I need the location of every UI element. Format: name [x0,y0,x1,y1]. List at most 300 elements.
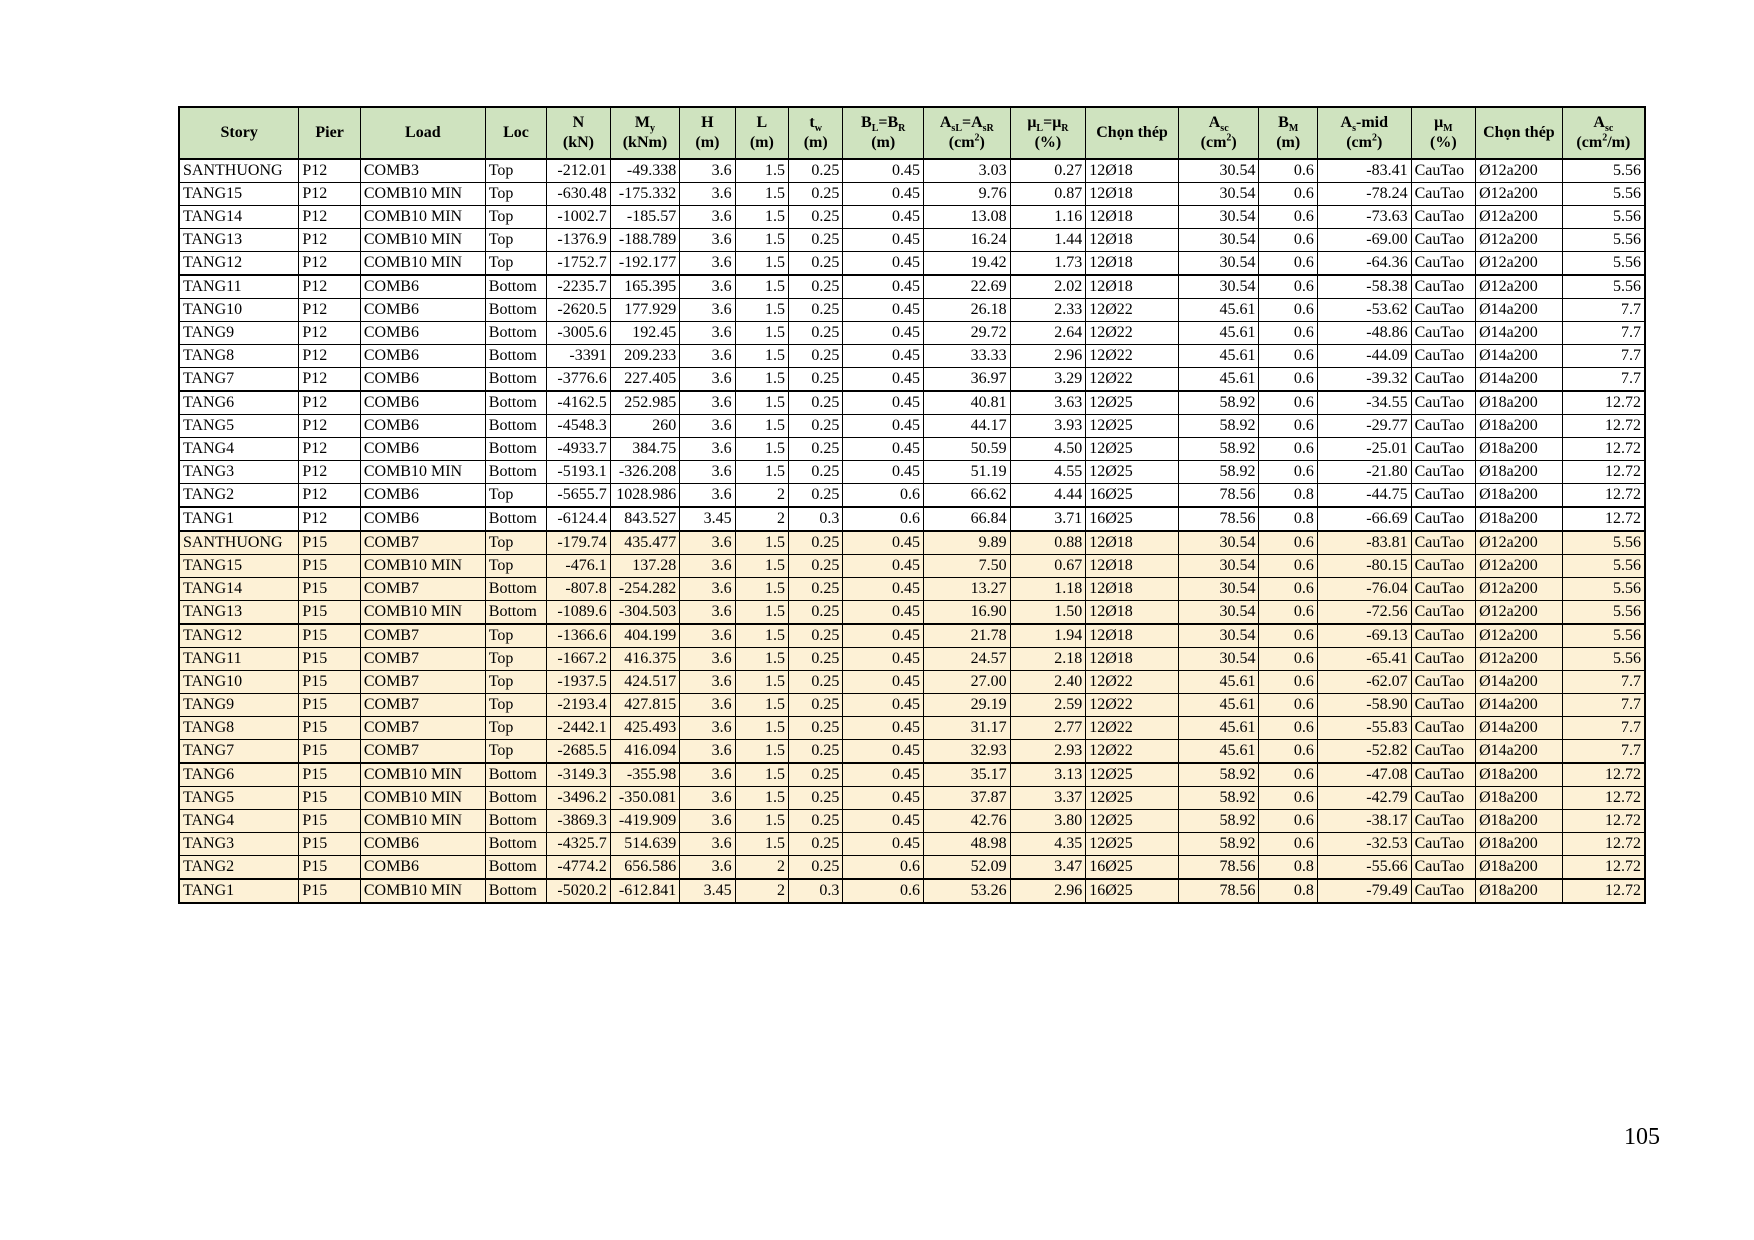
table-cell: -25.01 [1317,438,1411,461]
table-cell: 1.5 [735,159,788,183]
table-cell: 0.6 [1259,368,1317,392]
table-cell: 0.6 [1259,159,1317,183]
table-cell: 45.61 [1178,368,1259,392]
table-cell: 0.45 [843,299,924,322]
table-cell: 192.45 [610,322,680,345]
table-cell: 12Ø25 [1086,415,1179,438]
table-cell: Top [485,252,546,276]
table-row [179,345,1645,368]
col-mul-mur: $\mu_L=\mu_R$ (%) [1010,107,1086,159]
table-cell: P12 [299,438,360,461]
table-cell: 0.6 [843,856,924,880]
table-cell: 3.6 [680,322,735,345]
table-cell: Bottom [485,461,546,484]
table-cell: COMB7 [360,531,485,555]
table-cell: COMB7 [360,624,485,648]
table-cell: Ø12a200 [1476,648,1563,671]
table-cell: 12Ø18 [1086,601,1179,625]
table-cell: 12Ø18 [1086,624,1179,648]
table-cell: 0.6 [1259,624,1317,648]
table-cell: CauTao [1411,322,1475,345]
table-cell: 12Ø22 [1086,671,1179,694]
table-cell: 1.5 [735,206,788,229]
table-cell: -304.503 [610,601,680,625]
table-cell: 12.72 [1562,484,1645,508]
table-cell: 1.5 [735,345,788,368]
table-cell: 3.6 [680,578,735,601]
table-cell: 1.44 [1010,229,1086,252]
table-cell: 19.42 [924,252,1011,276]
table-cell: Ø12a200 [1476,531,1563,555]
table-cell: -6124.4 [547,507,610,531]
table-cell: 0.6 [1259,555,1317,578]
table-cell: -38.17 [1317,810,1411,833]
table-cell: 58.92 [1178,810,1259,833]
table-cell: Bottom [485,438,546,461]
table-cell: 2.96 [1010,345,1086,368]
col-tw: $t_w$ (m) [789,107,843,159]
table-cell: P15 [299,694,360,717]
table-cell: 0.6 [1259,648,1317,671]
table-cell: 3.6 [680,671,735,694]
table-cell: COMB10 MIN [360,206,485,229]
table-cell: 58.92 [1178,438,1259,461]
table-cell: -3149.3 [547,763,610,787]
table-cell: 12Ø18 [1086,252,1179,276]
table-cell: 58.92 [1178,415,1259,438]
table-cell: P12 [299,461,360,484]
table-cell: 3.45 [680,879,735,903]
table-cell: TANG15 [179,183,299,206]
table-cell: 2 [735,507,788,531]
table-cell: 0.25 [789,810,843,833]
table-cell: 29.19 [924,694,1011,717]
table-cell: 3.6 [680,624,735,648]
table-cell: COMB6 [360,299,485,322]
table-cell: 0.25 [789,368,843,392]
table-cell: P12 [299,415,360,438]
table-cell: 165.395 [610,275,680,299]
table-cell: 0.6 [1259,183,1317,206]
table-cell: 0.45 [843,763,924,787]
table-cell: -5020.2 [547,879,610,903]
table-cell: P12 [299,252,360,276]
table-cell: 12Ø22 [1086,717,1179,740]
table-cell: 12.72 [1562,415,1645,438]
table-cell: 0.45 [843,717,924,740]
table-cell: 66.62 [924,484,1011,508]
table-cell: 0.6 [1259,391,1317,415]
table-cell: 5.56 [1562,601,1645,625]
table-cell: -254.282 [610,578,680,601]
table-cell: Top [485,624,546,648]
table-cell: 12.72 [1562,833,1645,856]
table-cell: CauTao [1411,368,1475,392]
table-cell: 0.45 [843,671,924,694]
table-cell: 3.45 [680,507,735,531]
table-cell: 0.25 [789,299,843,322]
table-cell: 0.25 [789,229,843,252]
table-cell: 0.6 [1259,578,1317,601]
table-cell: Bottom [485,507,546,531]
table-cell: 3.47 [1010,856,1086,880]
table-cell: -72.56 [1317,601,1411,625]
table-cell: -2620.5 [547,299,610,322]
table-cell: TANG12 [179,624,299,648]
col-story: Story [179,107,299,159]
table-cell: 0.25 [789,578,843,601]
table-cell: 12Ø25 [1086,763,1179,787]
table-cell: 1.5 [735,438,788,461]
table-cell: P12 [299,507,360,531]
table-cell: CauTao [1411,415,1475,438]
table-cell: COMB10 MIN [360,810,485,833]
table-cell: 12.72 [1562,461,1645,484]
table-cell: Ø18a200 [1476,484,1563,508]
table-cell: CauTao [1411,252,1475,276]
table-cell: 514.639 [610,833,680,856]
table-cell: CauTao [1411,648,1475,671]
table-cell: Bottom [485,391,546,415]
table-cell: P12 [299,368,360,392]
table-cell: 12.72 [1562,856,1645,880]
table-cell: Ø18a200 [1476,438,1563,461]
table-row [179,507,1645,531]
table-cell: 1.5 [735,833,788,856]
table-cell: TANG3 [179,461,299,484]
table-row [179,648,1645,671]
table-cell: 0.6 [1259,252,1317,276]
col-as-mid: $A_s$-mid $(cm^2)$ [1317,107,1411,159]
table-cell: 0.25 [789,763,843,787]
table-cell: 0.45 [843,648,924,671]
table-cell: -58.90 [1317,694,1411,717]
table-cell: 30.54 [1178,531,1259,555]
table-cell: 40.81 [924,391,1011,415]
table-cell: -630.48 [547,183,610,206]
table-cell: SANTHUONG [179,531,299,555]
table-cell: 0.6 [1259,345,1317,368]
table-cell: 416.375 [610,648,680,671]
table-cell: 12Ø18 [1086,578,1179,601]
table-cell: Bottom [485,787,546,810]
table-cell: COMB6 [360,438,485,461]
table-cell: COMB6 [360,484,485,508]
table-cell: CauTao [1411,624,1475,648]
table-cell: 7.7 [1562,740,1645,764]
table-cell: 384.75 [610,438,680,461]
table-cell: 30.54 [1178,252,1259,276]
table-cell: 0.6 [1259,206,1317,229]
table-cell: 404.199 [610,624,680,648]
table-cell: 0.45 [843,601,924,625]
col-load: Load [360,107,485,159]
table-cell: Ø12a200 [1476,206,1563,229]
table-cell: 1.5 [735,391,788,415]
table-cell: Bottom [485,415,546,438]
table-cell: 0.3 [789,507,843,531]
table-cell: -29.77 [1317,415,1411,438]
table-cell: 58.92 [1178,833,1259,856]
table-header [179,107,1645,159]
table-cell: -1376.9 [547,229,610,252]
col-h: H (m) [680,107,735,159]
table-row [179,438,1645,461]
table-cell: CauTao [1411,717,1475,740]
table-cell: 7.7 [1562,694,1645,717]
table-cell: -44.09 [1317,345,1411,368]
table-cell: 3.6 [680,787,735,810]
table-cell: -4162.5 [547,391,610,415]
table-cell: 9.89 [924,531,1011,555]
table-cell: -78.24 [1317,183,1411,206]
table-cell: 3.6 [680,299,735,322]
table-cell: TANG7 [179,368,299,392]
table-cell: 0.25 [789,461,843,484]
table-cell: COMB6 [360,368,485,392]
table-cell: P15 [299,555,360,578]
table-cell: 13.27 [924,578,1011,601]
table-cell: Ø18a200 [1476,461,1563,484]
table-cell: TANG11 [179,648,299,671]
table-cell: 12Ø18 [1086,275,1179,299]
table-cell: 0.87 [1010,183,1086,206]
table-cell: -1002.7 [547,206,610,229]
table-cell: 0.45 [843,555,924,578]
table-cell: -185.57 [610,206,680,229]
table-cell: TANG9 [179,322,299,345]
table-cell: Bottom [485,299,546,322]
table-cell: 0.6 [843,507,924,531]
table-cell: Bottom [485,322,546,345]
col-asl-asr: $A_{sL}=A_{sR}$ $(cm^2)$ [924,107,1011,159]
table-cell: TANG1 [179,507,299,531]
table-cell: 7.7 [1562,345,1645,368]
table-cell: -2685.5 [547,740,610,764]
table-cell: 1.5 [735,648,788,671]
table-cell: 1.5 [735,368,788,392]
table-cell: 3.37 [1010,787,1086,810]
table-cell: -42.79 [1317,787,1411,810]
table-cell: 3.6 [680,484,735,508]
col-loc: Loc [485,107,546,159]
table-cell: 2 [735,879,788,903]
table-row [179,856,1645,880]
table-cell: 22.69 [924,275,1011,299]
table-row [179,694,1645,717]
table-cell: 3.6 [680,555,735,578]
table-cell: 5.56 [1562,159,1645,183]
table-cell: 5.56 [1562,206,1645,229]
table-cell: 0.45 [843,578,924,601]
table-cell: -49.338 [610,159,680,183]
table-cell: COMB6 [360,856,485,880]
table-cell: -79.49 [1317,879,1411,903]
table-cell: Bottom [485,833,546,856]
table-cell: Bottom [485,856,546,880]
table-row [179,531,1645,555]
table-cell: P15 [299,601,360,625]
table-cell: 30.54 [1178,183,1259,206]
table-cell: COMB6 [360,391,485,415]
table-cell: 30.54 [1178,601,1259,625]
table-cell: Bottom [485,763,546,787]
table-cell: Ø12a200 [1476,624,1563,648]
table-cell: -807.8 [547,578,610,601]
table-cell: 1.16 [1010,206,1086,229]
table-cell: Bottom [485,578,546,601]
table-row [179,555,1645,578]
table-cell: -1089.6 [547,601,610,625]
table-cell: 0.45 [843,624,924,648]
table-cell: Ø18a200 [1476,763,1563,787]
table-cell: CauTao [1411,763,1475,787]
table-cell: Ø14a200 [1476,694,1563,717]
table-cell: 2.02 [1010,275,1086,299]
table-cell: 3.71 [1010,507,1086,531]
table-cell: TANG2 [179,484,299,508]
table-cell: -175.332 [610,183,680,206]
table-cell: 0.8 [1259,507,1317,531]
table-cell: Ø18a200 [1476,856,1563,880]
table-cell: 2.64 [1010,322,1086,345]
table-cell: 1.5 [735,299,788,322]
table-cell: TANG12 [179,252,299,276]
table-cell: P15 [299,740,360,764]
table-cell: Top [485,531,546,555]
table-row [179,229,1645,252]
table-cell: 4.50 [1010,438,1086,461]
table-cell: 7.50 [924,555,1011,578]
table-cell: Ø18a200 [1476,787,1563,810]
table-row [179,763,1645,787]
table-cell: CauTao [1411,206,1475,229]
table-cell: -62.07 [1317,671,1411,694]
table-cell: 3.6 [680,438,735,461]
table-cell: 843.527 [610,507,680,531]
table-cell: 0.6 [1259,787,1317,810]
table-cell: 12Ø18 [1086,183,1179,206]
table-cell: 1.5 [735,555,788,578]
table-cell: CauTao [1411,484,1475,508]
table-cell: Ø18a200 [1476,879,1563,903]
table-cell: -2193.4 [547,694,610,717]
table-cell: 1028.986 [610,484,680,508]
table-cell: 30.54 [1178,159,1259,183]
table-cell: 30.54 [1178,206,1259,229]
table-cell: 3.6 [680,252,735,276]
table-cell: COMB7 [360,717,485,740]
table-cell: 0.25 [789,438,843,461]
table-cell: 0.6 [1259,763,1317,787]
table-cell: 3.6 [680,601,735,625]
table-cell: Ø12a200 [1476,275,1563,299]
table-cell: -55.83 [1317,717,1411,740]
table-cell: Top [485,671,546,694]
table-cell: -350.081 [610,787,680,810]
table-cell: COMB7 [360,648,485,671]
table-cell: COMB10 MIN [360,555,485,578]
table-cell: 0.6 [1259,229,1317,252]
table-body [179,159,1645,903]
table-cell: 58.92 [1178,787,1259,810]
table-cell: 0.6 [1259,275,1317,299]
table-cell: 26.18 [924,299,1011,322]
table-cell: 30.54 [1178,275,1259,299]
table-cell: 1.5 [735,740,788,764]
table-cell: 16Ø25 [1086,484,1179,508]
table-cell: 27.00 [924,671,1011,694]
table-cell: 9.76 [924,183,1011,206]
table-cell: Top [485,159,546,183]
table-cell: -3869.3 [547,810,610,833]
table-row [179,787,1645,810]
table-cell: CauTao [1411,578,1475,601]
table-cell: TANG14 [179,206,299,229]
table-cell: 209.233 [610,345,680,368]
table-cell: 2 [735,856,788,880]
table-cell: Ø14a200 [1476,322,1563,345]
table-cell: 0.45 [843,787,924,810]
table-cell: 0.25 [789,717,843,740]
table-cell: 0.6 [1259,833,1317,856]
table-cell: 3.6 [680,531,735,555]
table-cell: 0.25 [789,275,843,299]
table-cell: Top [485,183,546,206]
table-cell: 36.97 [924,368,1011,392]
table-cell: 0.6 [1259,601,1317,625]
table-cell: P12 [299,484,360,508]
table-cell: 1.5 [735,415,788,438]
table-cell: -83.81 [1317,531,1411,555]
table-cell: 0.25 [789,671,843,694]
table-cell: P12 [299,159,360,183]
table-cell: COMB6 [360,415,485,438]
table-row [179,299,1645,322]
table-cell: -69.00 [1317,229,1411,252]
table-cell: 424.517 [610,671,680,694]
table-cell: -44.75 [1317,484,1411,508]
table-cell: 2.33 [1010,299,1086,322]
table-cell: 2.77 [1010,717,1086,740]
table-cell: 0.25 [789,856,843,880]
table-cell: 45.61 [1178,694,1259,717]
table-cell: Top [485,229,546,252]
table-cell: Top [485,648,546,671]
table-cell: 0.45 [843,322,924,345]
table-cell: -32.53 [1317,833,1411,856]
table-cell: 435.477 [610,531,680,555]
table-cell: Bottom [485,810,546,833]
table-cell: 5.56 [1562,555,1645,578]
table-cell: 12.72 [1562,507,1645,531]
table-cell: 58.92 [1178,763,1259,787]
table-cell: Top [485,206,546,229]
table-cell: -188.789 [610,229,680,252]
table-cell: 45.61 [1178,345,1259,368]
table-cell: 0.67 [1010,555,1086,578]
table-cell: -1667.2 [547,648,610,671]
table-cell: 3.6 [680,415,735,438]
table-cell: -3776.6 [547,368,610,392]
table-cell: 3.63 [1010,391,1086,415]
table-cell: -52.82 [1317,740,1411,764]
table-cell: 37.87 [924,787,1011,810]
col-asc-per-m: $A_{sc}$ $(cm^2/m)$ [1562,107,1645,159]
table-cell: 51.19 [924,461,1011,484]
table-cell: -73.63 [1317,206,1411,229]
table-cell: CauTao [1411,507,1475,531]
